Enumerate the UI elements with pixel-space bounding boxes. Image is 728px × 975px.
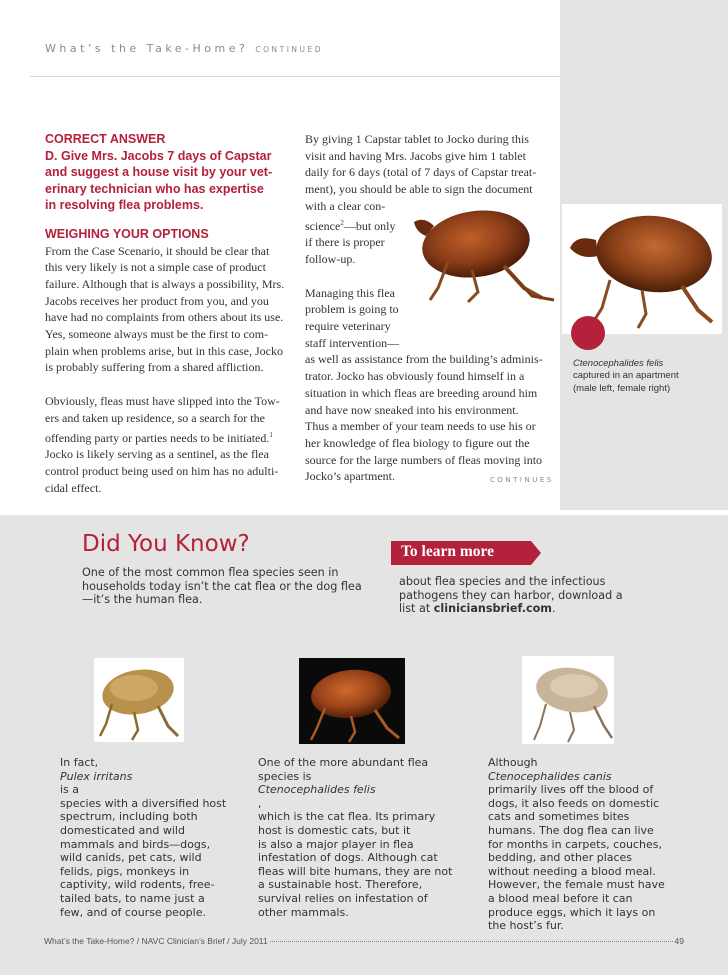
text-line: is probably suffering from a shared affliction. [45,360,264,375]
page-footer [44,936,684,946]
left-column [45,131,295,496]
text-line: species with a diversified host [60,796,227,810]
text-line: ment), you should be able to sign the document [305,182,533,197]
correct-answer-line: D. Give Mrs. Jacobs 7 days of Capstar [45,148,272,163]
text-line: other mammals. [258,905,349,919]
footer-leader-dots [270,941,673,942]
correct-answer-line: in resolving flea problems. [45,198,204,213]
species-name: Ctenocephalides felis [258,783,376,797]
caption-species: Ctenocephalides felis [573,358,664,369]
text-span: , [258,796,262,810]
flea-illustration [522,656,614,744]
text-line: Jocko’s apartment. [305,469,395,484]
middle-paragraph-2 [305,285,557,485]
text-line: follow-up. [305,251,356,266]
text-line: control product being used on him has no adulti- [45,464,279,478]
text-line: staff intervention— [305,335,400,350]
text-line: as well as assistance from the building’s adminis- [305,352,543,367]
text-line: fleas will bite humans, they are not [258,864,453,878]
text-line: failure. Although that is always a possibility, Mrs. [45,276,285,291]
text-line: Jocko is likely serving as a sentinel, as the flea [45,447,269,462]
text-line: primarily lives off the blood of [488,783,654,797]
text-line: for months in carpets, couches, [488,837,662,851]
accent-dot [571,316,605,350]
text-line: humans. The dog flea can live [488,823,654,837]
text-line: plain when problems arise, but in this case, Jocko [45,343,283,358]
text-line [488,756,665,783]
text-span: . [551,602,556,616]
text-line: situation in which fleas are breeding around him [305,385,538,400]
text-line: produce eggs, which it lays on [488,905,656,919]
text-line [60,756,226,797]
text-line: require veterinary [305,319,391,334]
text-line: tailed bats, to name just a [60,891,205,905]
cat-flea-male-photo [408,196,560,304]
caption-line: captured in an apartment [573,370,679,382]
text-line: cats and sometimes bites [488,810,630,824]
text-span: species is [258,769,312,783]
text-span: is a [60,783,80,797]
header-rule [30,76,560,77]
species-name: Pulex irritans [60,769,133,783]
text-line: dogs, it also feeds on domestic [488,796,660,810]
text-line: a sustainable host. Therefore, [258,878,423,892]
text-line: mammals and birds—dogs, [60,837,211,851]
text-line: a blood meal before it can [488,891,633,905]
text-line: few, and of course people. [60,905,206,919]
text-line: infestation of dogs. Although cat [258,851,438,865]
text-line: pathogens they can harbor, download a [399,588,623,602]
text-line: her knowledge of flea biology to figure out the [305,435,530,450]
footer-text: What’s the Take-Home? / NAVC Clinician’s Brief / July 2011 [44,936,268,946]
weighing-options-heading: WEIGHING YOUR OPTIONS [45,226,209,241]
species-name: Ctenocephalides canis [488,769,612,783]
text-line: problem is going to [305,302,399,317]
reference-number: 1 [269,430,273,439]
text-line: this very likely is not a simple case of product [45,260,266,275]
text-line: host is domestic cats, but it [258,823,411,837]
text-line: have had no complaints from others about its use. [45,310,284,325]
text-line: domesticated and wild [60,823,185,837]
text-line: From the Case Scenario, it should be clear that [45,243,270,258]
text-line: —it’s the human flea. [82,593,203,607]
running-head-continued: CONTINUED [255,45,324,54]
cliniciansbrief-link[interactable]: cliniciansbrief.com [433,602,552,616]
text-line: about flea species and the infectious [399,575,606,588]
flea-illustration [408,196,560,304]
text-span: —but only [343,218,396,233]
text-line: source for the large numbers of fleas moving into [305,452,543,467]
text-line: list at [399,602,434,616]
ctenocephalides-canis-info [488,756,665,933]
learn-more-text [399,575,699,616]
cat-flea-photo [299,658,405,744]
text-span: offending party or parties needs to be initiated. [45,430,270,445]
text-line: captivity, wild rodents, free- [60,878,215,892]
text-line: is also a major player in flea [258,837,414,851]
photo-caption [573,358,723,395]
text-line: One of the more abundant flea [258,756,429,769]
text-line: the host’s fur. [488,919,564,933]
text-line: which is the cat flea. Its primary [258,810,436,824]
text-line: trator. Jocko has obviously found himself in a [305,369,525,384]
caption-line: (male left, female right) [573,382,671,394]
text-line: By giving 1 Capstar tablet to Jocko during this [305,132,529,146]
text-line: spectrum, including both [60,810,198,824]
text-line: Obviously, fleas must have slipped into the Tow- [45,394,280,409]
options-paragraph-2 [45,393,295,496]
text-line: One of the most common flea species seen in [82,566,339,579]
dog-flea-photo [522,656,614,744]
flea-illustration [562,204,722,334]
did-you-know-body [82,566,372,607]
text-line: Yes, someone always must be the first to com- [45,327,269,342]
flea-illustration [94,658,184,742]
running-head-title: What’s the Take-Home? [45,42,249,55]
learn-more-banner [391,541,531,565]
text-line: Jacobs receives her product from you, and you [45,293,269,308]
pulex-irritans-info [60,756,226,919]
text-line: felids, pigs, monkeys in [60,864,190,878]
text-span: Although [488,756,538,769]
human-flea-photo [94,658,184,742]
text-line: without needing a blood meal. [488,864,656,878]
text-span: In fact, [60,756,99,769]
text-line: cidal effect. [45,480,102,495]
text-line: and have now sneaked into his environment. [305,402,519,417]
flea-illustration [299,658,405,744]
cat-flea-female-photo [562,204,722,334]
text-line [45,427,295,447]
text-line: Thus a member of your team needs to use his or [305,419,536,434]
correct-answer-line: and suggest a house visit by your vet- [45,165,273,180]
page-number: 49 [674,936,684,946]
text-line: However, the female must have [488,878,665,892]
correct-answer-heading: CORRECT ANSWER [45,132,166,146]
text-line: visit and having Mrs. Jacobs give him 1 tablet [305,148,526,163]
text-line: bedding, and other places [488,851,633,865]
continues-label: CONTINUES [490,476,554,484]
middle-column [305,131,557,485]
text-span: science [305,218,341,233]
text-line: with a clear con- [305,198,386,213]
text-line: wild canids, pet cats, wild [60,851,202,865]
ctenocephalides-felis-info [258,756,452,919]
learn-more-label: To learn more [401,543,494,560]
text-line: daily for 6 days (total of 7 days of Capstar treat- [305,165,537,180]
text-line: Managing this flea [305,285,395,300]
text-line: households today isn’t the cat flea or the dog flea [82,579,362,593]
options-paragraph-1 [45,243,295,377]
text-line [258,770,452,811]
did-you-know-title: Did You Know? [82,531,250,557]
text-line: if there is proper [305,235,385,250]
correct-answer-line: erinary technician who has expertise [45,181,264,196]
text-line: survival relies on infestation of [258,891,428,905]
text-line: ers and taken up residence, so a search for the [45,410,265,425]
running-head [45,42,323,55]
reference-number: 2 [340,218,344,227]
